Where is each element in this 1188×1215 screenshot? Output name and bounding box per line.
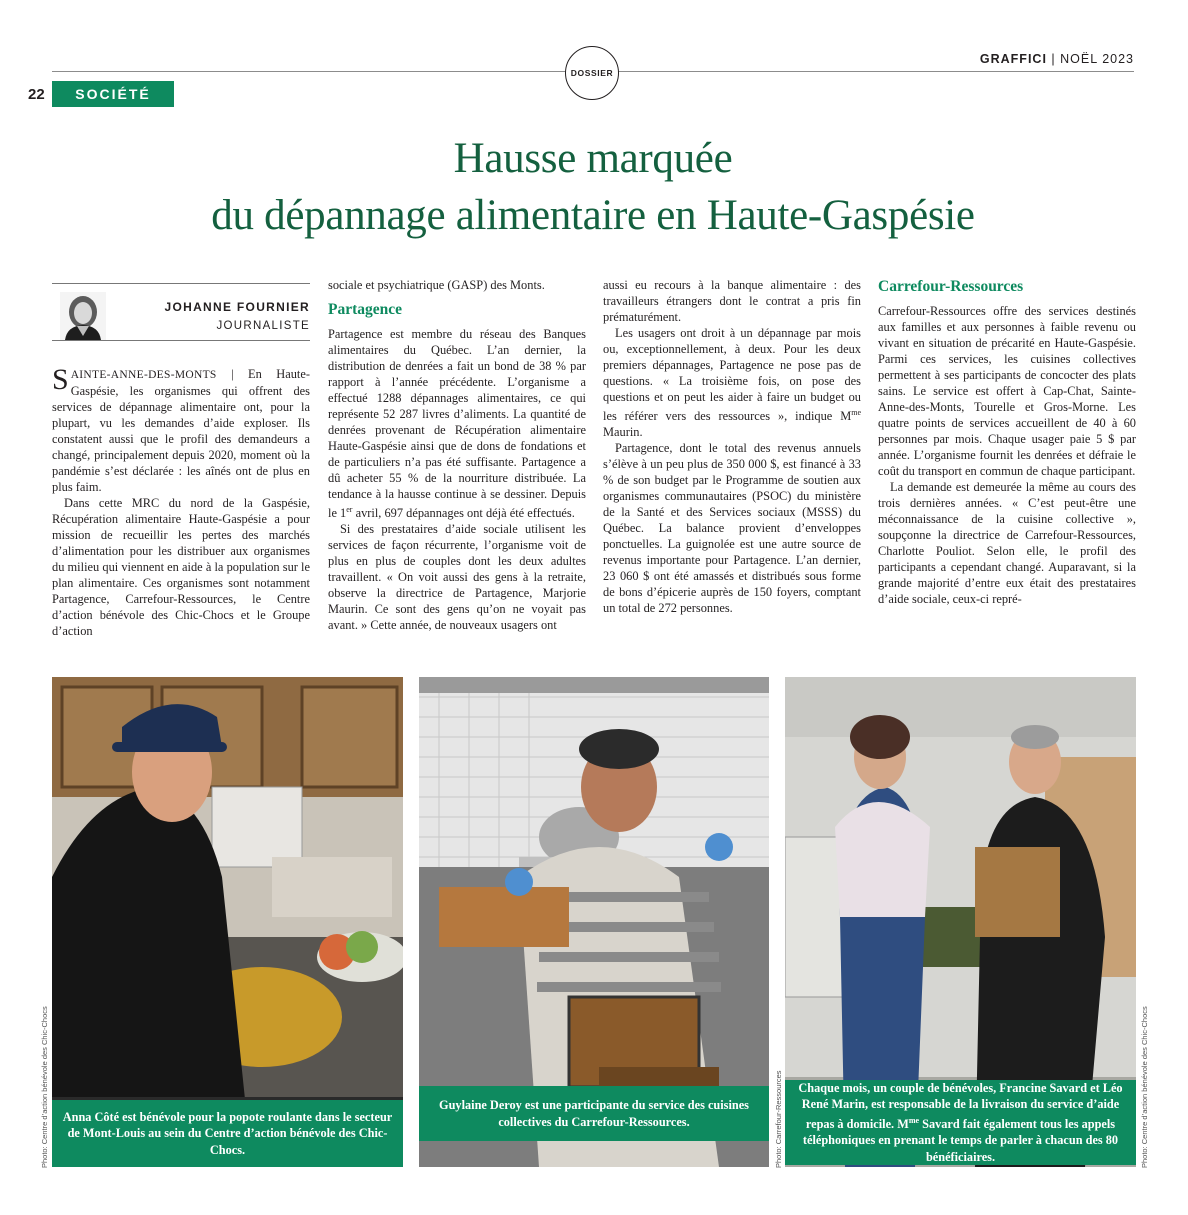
paragraph: Partagence est membre du réseau des Banques alimentaires du Québec. L’an dernier, la distribution de denrées a fait un bond de 38 % par rapport à l’année précédente. L’organisme a effectué 1288 dépannages alimentaires, ce qui représente 52 287 livres d’aliments. La quantité de denrées provenant de Récupération alimentaire Haute-Gaspésie ainsi que de dons de fondations et de particuliers n’a pas été suffisante. Partagence a dû acheter 55 % de la nourriture distribuée. La tendance à la hausse continue à se dessiner. Depuis le 1er avril, 697 dépannages ont déjà été effectués. [328,327,586,521]
dossier-badge: DOSSIER [565,46,619,100]
author-name: JOHANNE FOURNIER [164,300,310,314]
photo-caption: Chaque mois, un couple de bénévoles, Francine Savard et Léo René Marin, est responsable de la livraison du service d’aide repas à domicile. $M^{me}$ Savard fait également tous les appels téléphoniques en prenant le temps de parler à chacun des 80 bénéficiaires. [785,1080,1136,1165]
column-4 [878,277,1136,607]
column-1 [52,363,310,639]
photo-caption: Guylaine Deroy est une participante du service des cuisines collectives du Carrefour-Ressources. [419,1086,769,1141]
photo-credit: Photo: Centre d’action bénévole des Chic-Chocs [40,1006,49,1168]
subheading-partagence: Partagence [328,301,403,318]
dateline: AINTE-ANNE-DES-MONTS [70,369,217,381]
paragraph: SAINTE-ANNE-DES-MONTS | En Haute-Gaspésie, les organismes qui offrent des services de dépannage alimentaire ont, pour la plupart, vu les demandes d’aide exploser. Ils constatent aussi que le profil des demandeurs a changé, principalement depuis 2020, moment où la pandémie s’est déclarée : les aînés ont de plus en plus faim. [52,363,310,494]
photo-guylaine-deroy [419,677,769,1167]
subheading-carrefour: Carrefour-Ressources [878,278,1024,295]
author-avatar [60,292,106,340]
section-label: SOCIÉTÉ [52,81,174,107]
photo-caption: Anna Côté est bénévole pour la popote roulante dans le secteur de Mont-Louis au sein du Centre d’action bénévole des Chic-Chocs. [52,1100,403,1167]
column-2 [328,277,586,633]
author-role: JOURNALISTE [216,320,310,332]
photo-anna-cote [52,677,403,1167]
paragraph: sociale et psychiatrique (GASP) des Monts. [328,278,545,292]
paragraph: Les usagers ont droit à un dépannage par mois ou, exceptionnellement, à deux. Pour les deux premiers dépannages, Partagence ne pose pas de questions. « La troisième fois, on pose des questions et on peut les aider à faire un budget ou les référer vers des ressources », indique $M^{me}$ Maurin. [603,326,861,440]
author-box [52,283,310,341]
drop-cap: S [52,363,69,396]
paragraph: La demande est demeurée la même au cours des trois dernières années. « C’est peut-être une méconnaissance de la cuisine collective », soupçonne la directrice de Carrefour-Ressources, Charlotte Pouliot. Selon elle, le profil des participants a cependant changé. Auparavant, si la grande majorité d’entre eux était des prestataires d’aide sociale, ceux-ci repré- [878,480,1136,606]
column-3 [603,277,861,616]
paragraph: aussi eu recours à la banque alimentaire : des travailleurs étrangers dont le contrat a pris fin prématurément. [603,278,861,324]
page-number: 22 [28,86,45,103]
photo-credit: Photo: Carrefour-Ressources [774,1070,783,1168]
publication-info: GRAFFICI | NOËL 2023 [979,52,1134,66]
paragraph: Partagence, dont le total des revenus annuels s’élève à un peu plus de 350 000 $, est financé à 33 % de son budget par le Programme de soutien aux organismes communautaires (PSOC) du ministère de la Santé et des Services sociaux (MSSS) du Québec. La balance provient d’enveloppes ponctuelles. La guignolée est une autre source de revenus importante pour Partagence. L’an dernier, 23 060 $ ont été amassés et distribués sous forme de bons d’épicerie auprès de 150 foyers, comptant un total de 272 personnes. [603,441,861,616]
paragraph: Carrefour-Ressources offre des services destinés aux familles et aux personnes à faible revenu ou vivant en situation de précarité en Haute-Gaspésie. Parmi ces services, les cuisines collectives permettent à ses participants de concocter des plats sains. Le service est offert à Cap-Chat, Sainte-Anne-des-Monts, Tourelle et Gros-Morne. Les quatre points de services accueillent de 40 à 60 personnes par mois. Chaque usager paie 5 $ par année. L’organisme fournit les denrées et défraie le coût du transport en commun de chaque participant. [878,304,1136,478]
paragraph: Dans cette MRC du nord de la Gaspésie, Récupération alimentaire Haute-Gaspésie a pour mission de recueillir les pertes des marchés d’alimentation pour les distribuer aux organismes du milieu qui viennent en aide à la population sur le plan alimentaire. Ces organismes sont notamment Partagence, Carrefour-Ressources, le Centre d’action bénévole des Chic-Chocs et le Groupe d’action [52,496,310,638]
paragraph: Si des prestataires d’aide sociale utilisent les services de façon récurrente, l’organisme voit de plus en plus de couples dont les deux adultes travaillent. « On voit aussi des gens à la retraite, observe la directrice de Partagence, Marjorie Maurin. Ce sont des gens qu’on ne voyait pas avant. » Cette année, de nouveaux usagers ont [328,522,586,633]
photo-savard-marin [785,677,1136,1167]
photo-credit: Photo: Centre d’action bénévole des Chic-Chocs [1140,1006,1149,1168]
article-title: Hausse marquée du dépannage alimentaire en Haute-Gaspésie [211,135,975,239]
